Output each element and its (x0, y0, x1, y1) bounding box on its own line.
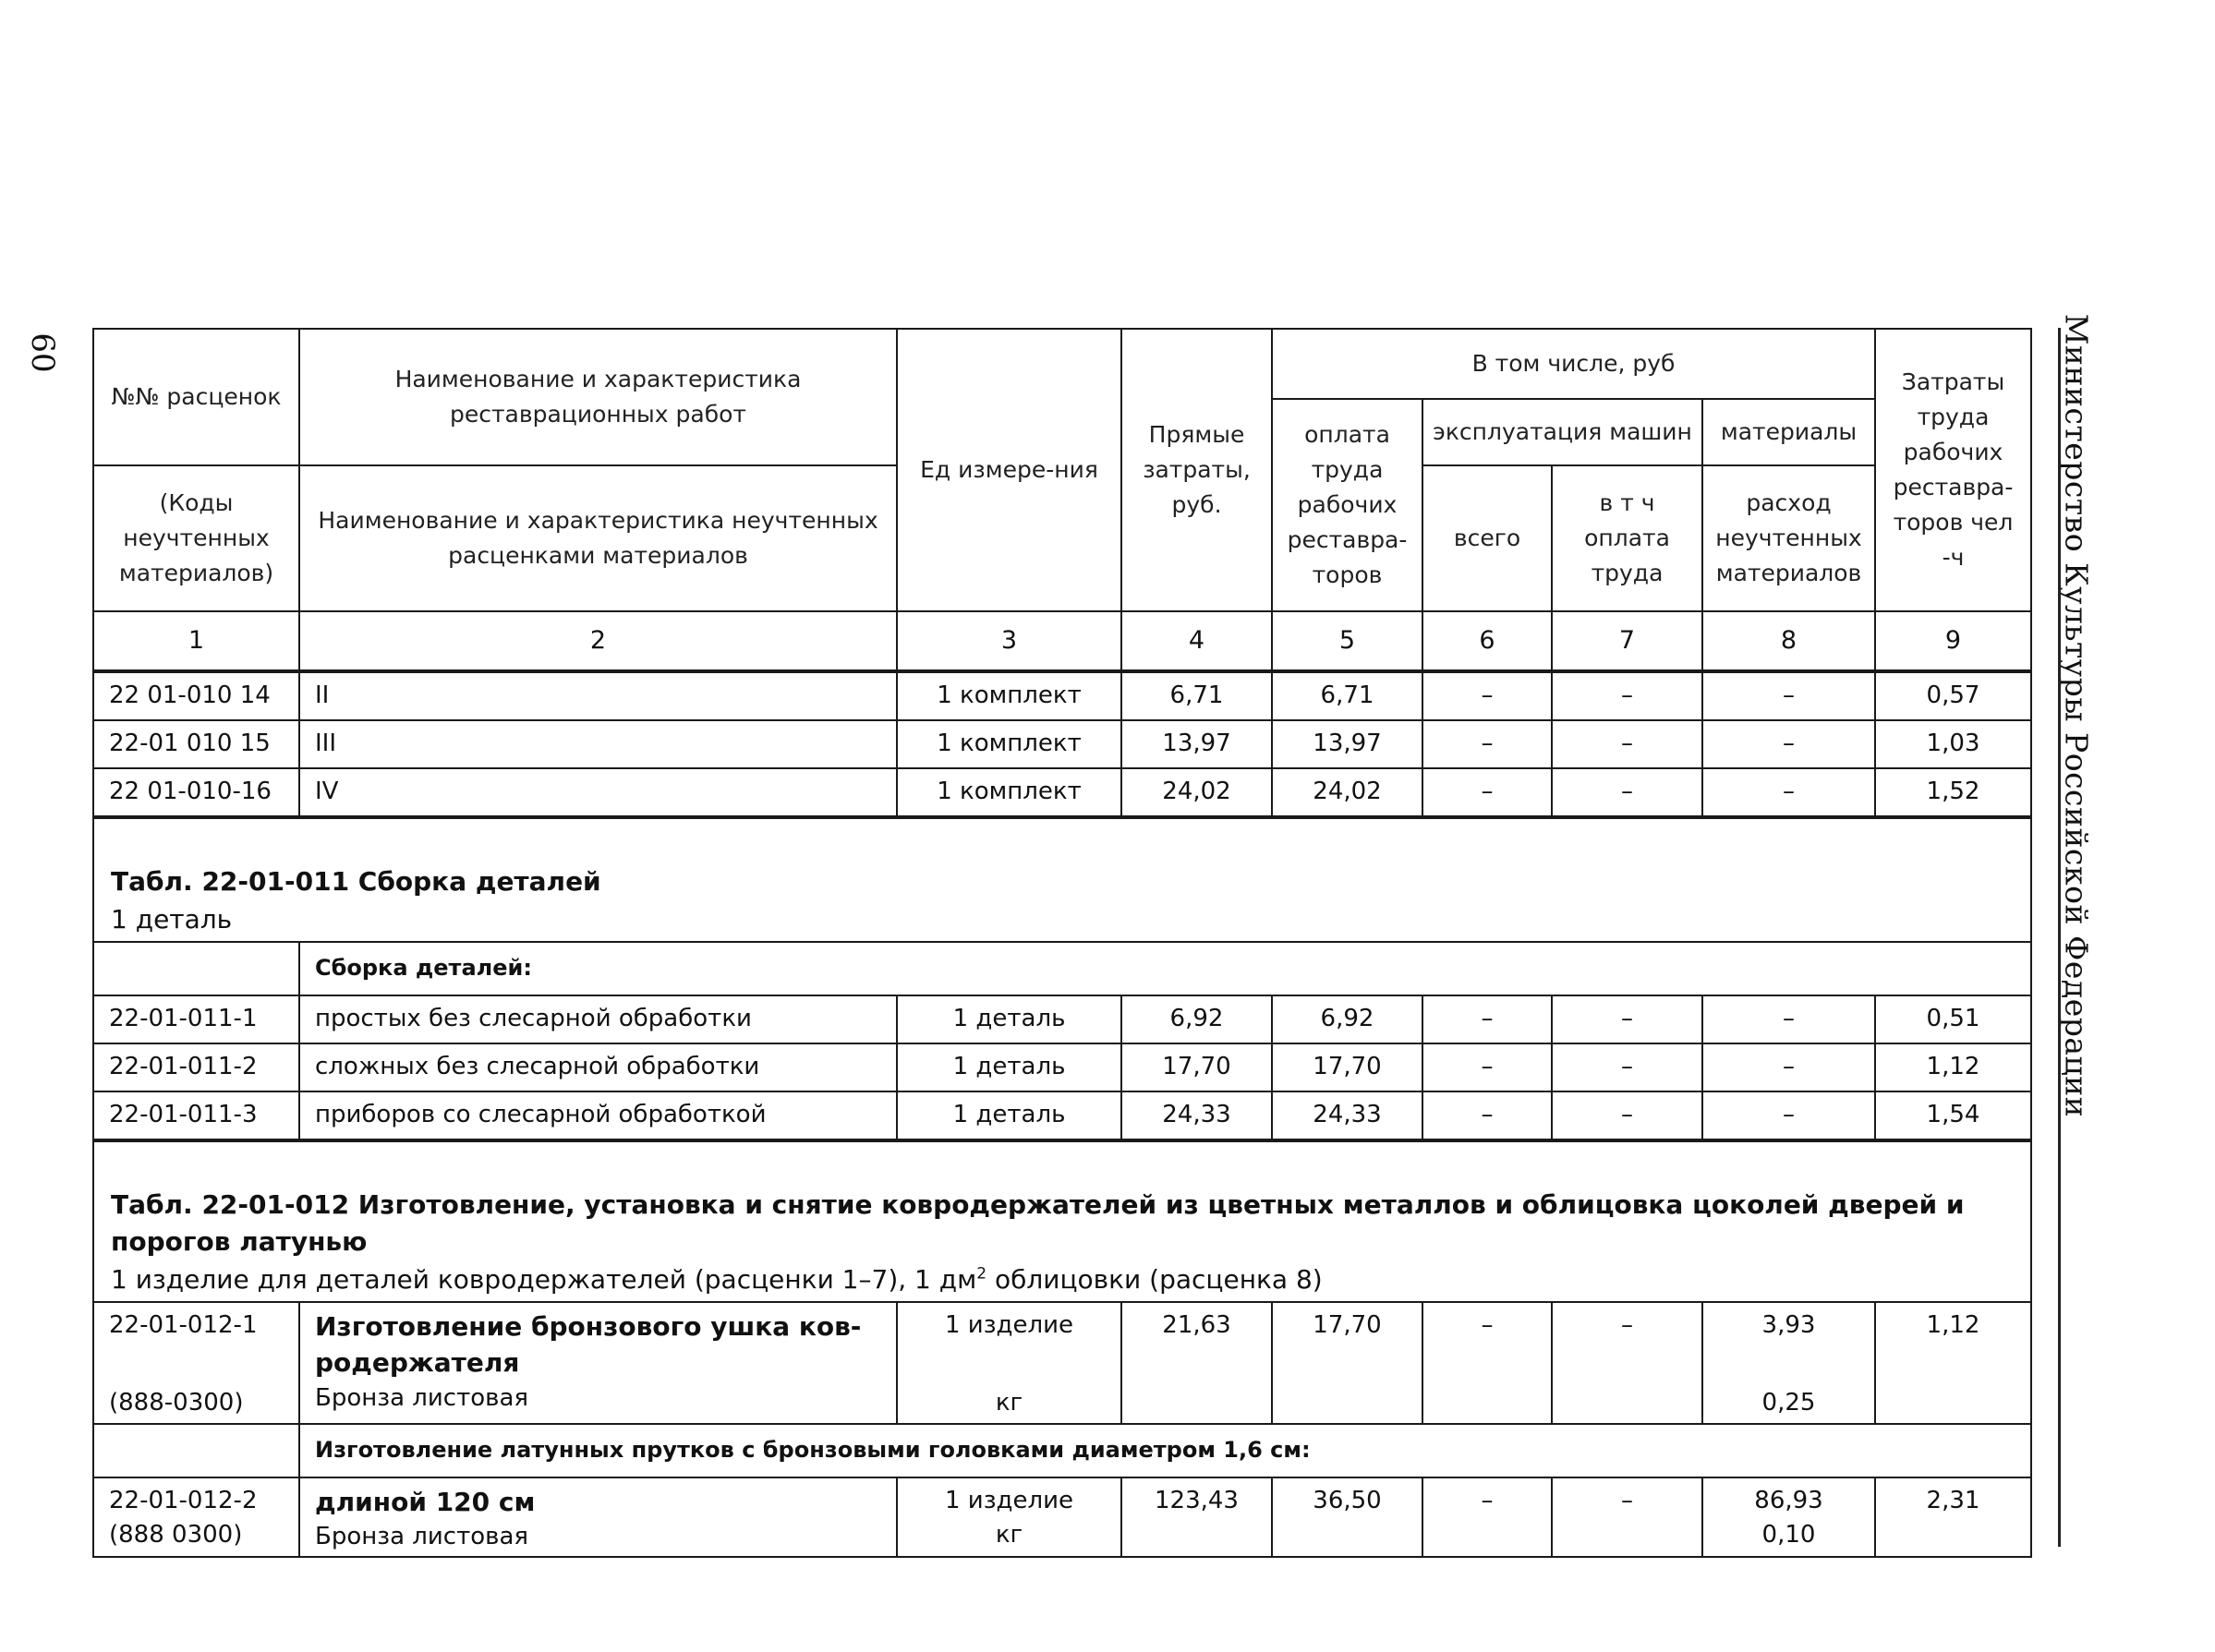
materials-cell (1702, 1302, 1875, 1423)
materials-cost: 3,93 (1761, 1311, 1816, 1340)
index-cell: 6 (1422, 611, 1552, 671)
labor-hours: 1,03 (1875, 720, 2031, 768)
machines-wages: – (1552, 1477, 1702, 1558)
materials-cost: – (1702, 1043, 1875, 1091)
header-col1-bottom: (Коды неучтенных материалов) (93, 465, 299, 611)
machines-total: – (1422, 768, 1552, 817)
table-row (93, 1043, 2031, 1091)
wages-cost: 17,70 (1272, 1043, 1422, 1091)
materials-qty: 0,10 (1761, 1521, 1816, 1550)
unit-exponent: 2 (976, 1264, 987, 1284)
labor-hours: 1,12 (1875, 1043, 2031, 1091)
unit-cell: 1 комплект (897, 768, 1121, 817)
materials-cost: – (1702, 768, 1875, 817)
machines-total: – (1422, 1091, 1552, 1140)
unit-cell: 1 деталь (897, 1091, 1121, 1140)
rate-code: 22 01-010 14 (93, 671, 299, 720)
table-row (93, 720, 2031, 768)
header-col1-top: №№ расценок (93, 329, 299, 465)
section-cell (93, 817, 2031, 942)
table-row (93, 1091, 2031, 1140)
unit-value: 1 изделие (944, 1311, 1073, 1340)
subheader-row (93, 942, 2031, 995)
machines-wages: – (1552, 671, 1702, 720)
empty-cell (93, 1424, 299, 1477)
work-name: IV (299, 768, 897, 817)
labor-hours: 1,52 (1875, 768, 2031, 817)
publisher-text: Министерство Культуры Российской Федерации (2058, 313, 2095, 1118)
machines-total: – (1422, 720, 1552, 768)
header-col2-bottom: Наименование и характеристика неучтенных расценками материалов (299, 465, 897, 611)
rates-table (92, 328, 2032, 1558)
publisher-running-head (2058, 313, 2095, 1118)
section-title: Табл. 22-01-011 Сборка деталей (111, 866, 601, 897)
index-cell: 4 (1121, 611, 1272, 671)
machines-wages: – (1552, 1091, 1702, 1140)
direct-cost: 21,63 (1121, 1302, 1272, 1423)
materials-cost: – (1702, 671, 1875, 720)
header-col6: всего (1422, 465, 1552, 611)
machines-wages: – (1552, 720, 1702, 768)
material-code: (888 0300) (109, 1521, 243, 1550)
subheader-label: Изготовление латунных прутков с бронзовыми головками диаметром 1,6 см: (299, 1424, 2031, 1477)
table-header (93, 329, 2031, 611)
labor-hours: 2,31 (1875, 1477, 2031, 1558)
section-title: Табл. 22-01-012 Изготовление, установка и снятие ковродержателей из цветных металлов и облицовка цоколей дверей и порогов латунью (111, 1188, 1965, 1258)
wages-cost: 6,92 (1272, 995, 1422, 1043)
wages-cost: 13,97 (1272, 720, 1422, 768)
rate-code-cell (93, 1302, 299, 1423)
materials-cost: – (1702, 1091, 1875, 1140)
material-unit: кг (995, 1388, 1023, 1417)
materials-cost: 86,93 (1754, 1486, 1823, 1514)
materials-cell (1702, 1477, 1875, 1558)
direct-cost: 17,70 (1121, 1043, 1272, 1091)
machines-wages: – (1552, 995, 1702, 1043)
machines-total: – (1422, 995, 1552, 1043)
work-name: Изготовление бронзового ушка ков-родержателя (315, 1311, 862, 1379)
header-col3: Ед измере-ния (897, 329, 1121, 611)
wages-cost: 24,33 (1272, 1091, 1422, 1140)
index-cell: 5 (1272, 611, 1422, 671)
header-col7: в т ч оплата труда (1552, 465, 1702, 611)
machines-total: – (1422, 1477, 1552, 1558)
unit-value: 1 изделие (944, 1486, 1073, 1514)
unit-cell (897, 1477, 1121, 1558)
direct-cost: 24,02 (1121, 768, 1272, 817)
rate-code: 22-01-011-3 (93, 1091, 299, 1140)
index-cell: 9 (1875, 611, 2031, 671)
header-col8: расход неучтенных материалов (1702, 465, 1875, 611)
publisher-rule (2058, 328, 2061, 1547)
subheader-row (93, 1424, 2031, 1477)
direct-cost: 6,92 (1121, 995, 1272, 1043)
material-name: Бронза листовая (315, 1383, 529, 1412)
header-machines: эксплуатация машин (1422, 399, 1702, 465)
unit-cell: 1 комплект (897, 720, 1121, 768)
subheader-label: Сборка деталей: (299, 942, 2031, 995)
table-row (93, 995, 2031, 1043)
rate-code: 22-01-011-2 (93, 1043, 299, 1091)
work-name: II (299, 671, 897, 720)
header-col5: оплата труда рабочих реставра-торов (1272, 399, 1422, 611)
machines-wages: – (1552, 768, 1702, 817)
section-unit: 1 деталь (111, 903, 233, 935)
labor-hours: 0,57 (1875, 671, 2031, 720)
material-unit: кг (995, 1521, 1023, 1550)
rate-code-cell (93, 1477, 299, 1558)
unit-cell: 1 комплект (897, 671, 1121, 720)
empty-cell (93, 942, 299, 995)
work-name-cell (299, 1477, 897, 1558)
machines-wages: – (1552, 1043, 1702, 1091)
rate-code: 22 01-010-16 (93, 768, 299, 817)
section-unit (111, 1261, 2014, 1297)
labor-hours: 0,51 (1875, 995, 2031, 1043)
index-cell: 8 (1702, 611, 1875, 671)
labor-hours: 1,12 (1875, 1302, 2031, 1423)
table-row (93, 671, 2031, 720)
materials-qty: 0,25 (1761, 1388, 1816, 1417)
labor-hours: 1,54 (1875, 1091, 2031, 1140)
machines-total: – (1422, 1043, 1552, 1091)
unit-cell (897, 1302, 1121, 1423)
machines-wages: – (1552, 1302, 1702, 1423)
direct-cost: 6,71 (1121, 671, 1272, 720)
index-cell: 3 (897, 611, 1121, 671)
column-index-row (93, 611, 2031, 671)
header-col9: Затраты труда рабочих реставра-торов чел -ч (1875, 329, 2031, 611)
direct-cost: 123,43 (1121, 1477, 1272, 1558)
index-cell: 2 (299, 611, 897, 671)
section-heading-011 (93, 817, 2031, 942)
table-row (93, 1477, 2031, 1558)
unit-cell: 1 деталь (897, 995, 1121, 1043)
rate-code: 22-01-012-1 (109, 1311, 258, 1340)
machines-total: – (1422, 1302, 1552, 1423)
table-row (93, 768, 2031, 817)
work-name: приборов со слесарной обработкой (299, 1091, 897, 1140)
work-name-cell (299, 1302, 897, 1423)
materials-cost: – (1702, 720, 1875, 768)
direct-cost: 24,33 (1121, 1091, 1272, 1140)
rate-code: 22-01-011-1 (93, 995, 299, 1043)
header-col4: Прямые затраты, руб. (1121, 329, 1272, 611)
wages-cost: 24,02 (1272, 768, 1422, 817)
index-cell: 7 (1552, 611, 1702, 671)
section-cell (93, 1140, 2031, 1302)
work-name: длиной 120 см (315, 1486, 536, 1517)
wages-cost: 17,70 (1272, 1302, 1422, 1423)
material-name: Бронза листовая (315, 1522, 529, 1550)
rates-table-frame (92, 328, 2030, 1558)
index-cell: 1 (93, 611, 299, 671)
wages-cost: 36,50 (1272, 1477, 1422, 1558)
section-unit-text: 1 изделие для деталей ковродержателей (расценки 1–7), 1 дм (111, 1263, 977, 1295)
machines-total: – (1422, 671, 1552, 720)
header-group: В том числе, руб (1272, 329, 1875, 399)
page-number: 60 (24, 332, 61, 373)
section-heading-012 (93, 1140, 2031, 1302)
unit-cell: 1 деталь (897, 1043, 1121, 1091)
materials-cost: – (1702, 995, 1875, 1043)
table-row (93, 1302, 2031, 1423)
section-unit-text-end: облицовки (расценка 8) (986, 1263, 1323, 1295)
header-materials: материалы (1702, 399, 1875, 465)
rate-code: 22-01-012-2 (109, 1486, 258, 1514)
header-col2-top: Наименование и характеристика реставрационных работ (299, 329, 897, 465)
work-name: сложных без слесарной обработки (299, 1043, 897, 1091)
wages-cost: 6,71 (1272, 671, 1422, 720)
work-name: простых без слесарной обработки (299, 995, 897, 1043)
direct-cost: 13,97 (1121, 720, 1272, 768)
work-name: III (299, 720, 897, 768)
material-code: (888-0300) (109, 1388, 244, 1417)
rate-code: 22-01 010 15 (93, 720, 299, 768)
